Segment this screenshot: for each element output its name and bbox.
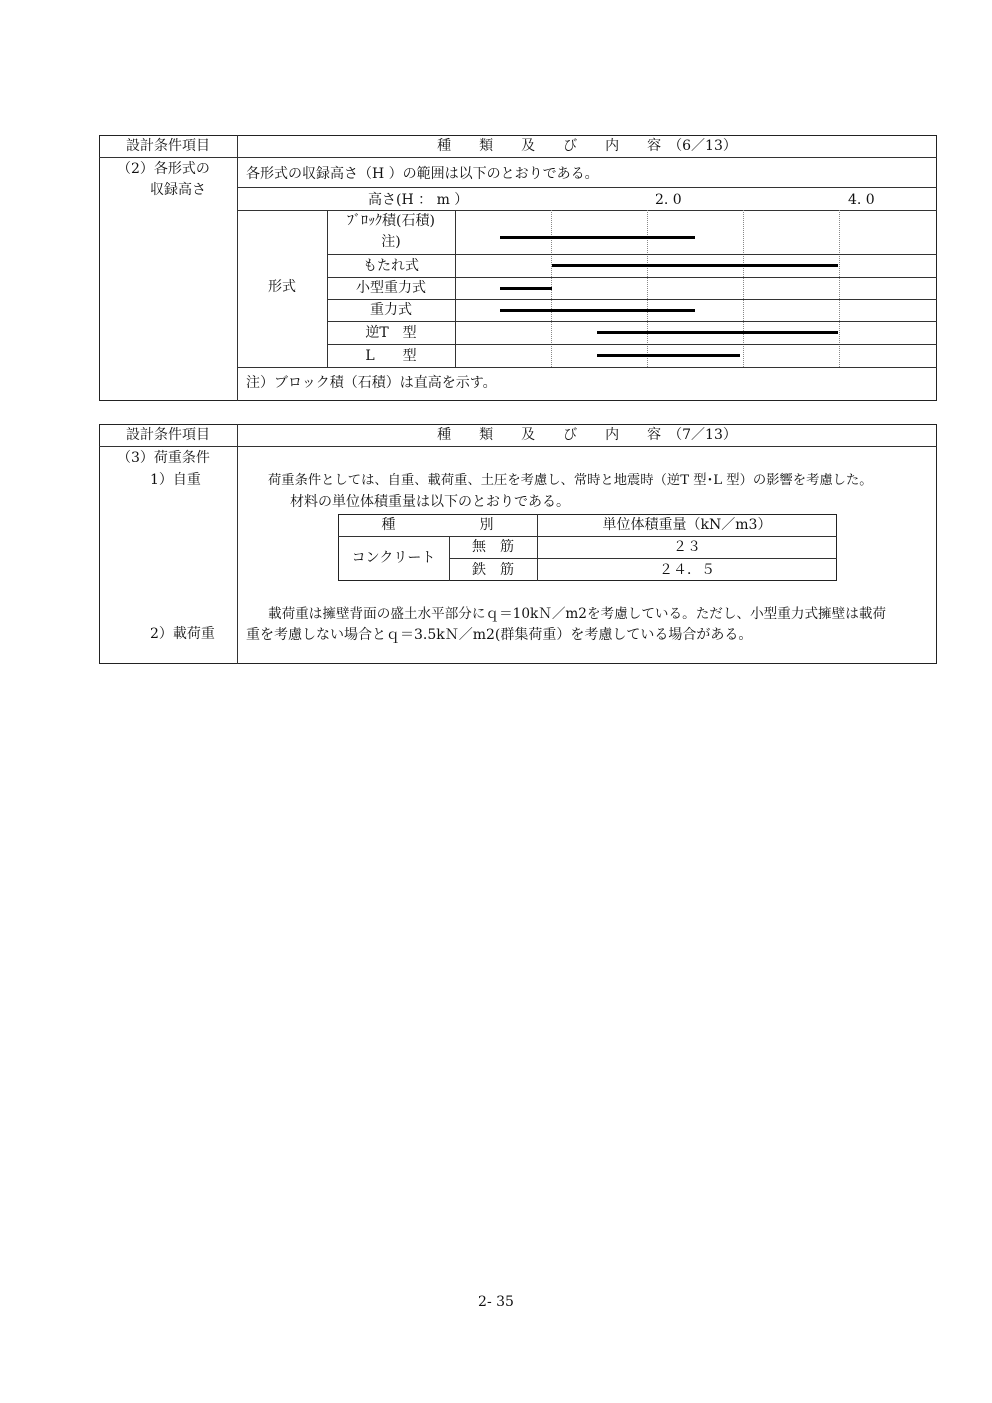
table1-item-line2: 収録高さ bbox=[150, 182, 206, 198]
table1-col-divider bbox=[237, 135, 238, 401]
load-conditions-text: 荷重条件としては、自重、載荷重、土圧を考慮し、常時と地震時（逆T 型･L 型）の影響を考慮した。 bbox=[268, 473, 873, 488]
unit-weight-row-value: ２４．５ bbox=[659, 562, 715, 578]
wall-type-label: 小型重力式 bbox=[356, 280, 426, 296]
wall-type-label: 逆T 型 bbox=[365, 324, 417, 341]
wall-type-label: L 型 bbox=[365, 347, 417, 364]
table1-note: 注）ブロック積（石積）は直高を示す。 bbox=[246, 375, 497, 391]
height-range-bar bbox=[597, 354, 740, 357]
table2-col-divider bbox=[237, 424, 238, 664]
material-concrete: コンクリート bbox=[351, 550, 436, 566]
wall-type-label: ﾌﾞﾛｯｸ積(石積) bbox=[347, 213, 435, 229]
page-number: 2- 35 bbox=[478, 1294, 514, 1310]
table2-item-surcharge: 2）載荷重 bbox=[150, 626, 215, 642]
wall-type-label: 重力式 bbox=[370, 302, 412, 318]
table1-header-content: 種 類 及 び 内 容 （6／13） bbox=[437, 138, 737, 154]
height-range-bar bbox=[597, 331, 838, 334]
unit-weight-row-type: 鉄 筋 bbox=[472, 562, 514, 578]
height-range-bar bbox=[500, 236, 695, 239]
wall-type-label: もたれ式 bbox=[363, 257, 419, 274]
unit-weight-row-type: 無 筋 bbox=[472, 539, 514, 555]
height-range-bar bbox=[552, 264, 838, 267]
table2-header-line bbox=[99, 446, 937, 447]
height-axis-label: 高さ(H ： m ） bbox=[368, 192, 469, 208]
table2-header-content: 種 類 及 び 内 容 （7／13） bbox=[437, 427, 737, 443]
unit-weight-header-value: 単位体積重量（kN／m3） bbox=[602, 517, 772, 533]
table1-intro-text: 各形式の収録高さ（H ）の範囲は以下のとおりである。 bbox=[246, 166, 599, 182]
wall-type-label-note: 注) bbox=[381, 234, 401, 250]
surcharge-text-line2: 重を考慮しない場合とｑ＝3.5kＮ／m2(群集荷重）を考慮している場合がある。 bbox=[246, 627, 753, 643]
unit-weight-row-value: ２３ bbox=[673, 539, 701, 555]
table1-header-line bbox=[99, 157, 937, 158]
format-label: 形式 bbox=[268, 279, 296, 295]
tick-label-2: 2. 0 bbox=[655, 192, 682, 208]
table1-header-item: 設計条件項目 bbox=[126, 138, 210, 154]
unit-weight-header-type: 種 別 bbox=[381, 517, 494, 533]
tick-label-4: 4. 0 bbox=[848, 192, 875, 208]
unit-weight-intro: 材料の単位体積重量は以下のとおりである。 bbox=[290, 494, 570, 510]
table1-item-line1: （2）各形式の bbox=[117, 161, 210, 177]
surcharge-text-line1: 載荷重は擁壁背面の盛土水平部分にｑ＝10kＮ／m2を考慮している。ただし、小型重力式擁壁は載荷 bbox=[268, 606, 887, 622]
table2-item-self-weight: 1）自重 bbox=[150, 472, 201, 488]
height-range-bar bbox=[500, 287, 552, 290]
table2-item-load-conditions: （3）荷重条件 bbox=[117, 450, 210, 466]
height-range-bar bbox=[500, 309, 695, 312]
table2-header-item: 設計条件項目 bbox=[126, 427, 210, 443]
